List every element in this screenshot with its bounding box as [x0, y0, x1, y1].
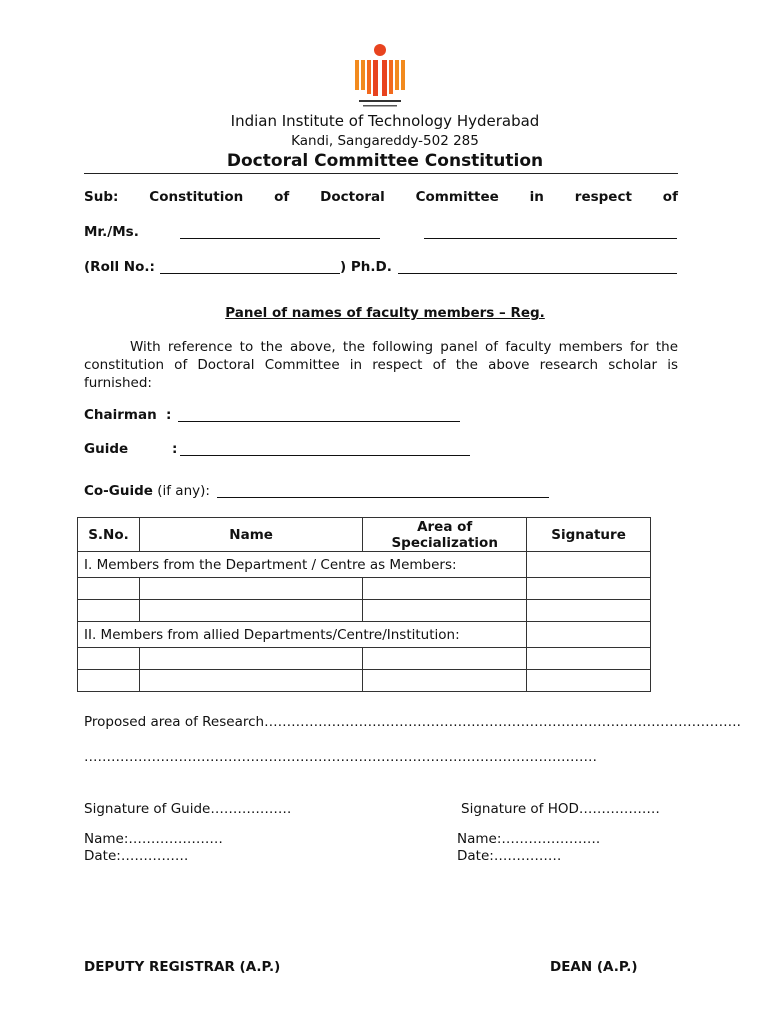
members-table	[77, 517, 651, 692]
table-cell[interactable]	[139, 600, 362, 622]
section-department-members: I. Members from the Department / Centre as Members:	[78, 552, 527, 578]
subject-word: of	[662, 189, 678, 205]
guide-colon: :	[172, 441, 178, 457]
roll-no-label: (Roll No.:	[84, 259, 155, 275]
guide-date: Date:……………	[84, 848, 189, 864]
research-area-label: Proposed area of Research…………………………………………………………………………………………….	[84, 714, 741, 730]
document-title: Doctoral Committee Constitution	[226, 151, 544, 171]
table-row	[78, 670, 651, 692]
deputy-registrar-label: DEPUTY REGISTRAR (A.P.)	[84, 959, 281, 975]
chairman-label: Chairman	[84, 407, 157, 423]
institute-address: Kandi, Sangareddy-502 285	[291, 133, 479, 149]
guide-signature: Signature of Guide………………	[84, 801, 292, 817]
subject-word: of	[274, 189, 290, 205]
hod-signature: Signature of HOD………………	[461, 801, 660, 817]
panel-title: Panel of names of faculty members – Reg.	[225, 305, 545, 321]
subject-word: in	[529, 189, 544, 205]
guide-label: Guide	[84, 441, 129, 457]
hod-date: Date:……………	[457, 848, 562, 864]
guide-name: Name:…………………	[84, 831, 223, 847]
table-row	[78, 578, 651, 600]
table-cell[interactable]	[139, 648, 362, 670]
coguide-line	[84, 483, 210, 499]
scholar-name-blank-2[interactable]	[424, 226, 677, 239]
roll-no-blank[interactable]	[160, 261, 340, 274]
title-divider	[84, 173, 678, 174]
phd-department-blank[interactable]	[398, 261, 677, 274]
subject-line	[84, 189, 678, 205]
coguide-blank[interactable]	[217, 485, 549, 498]
table-cell[interactable]	[363, 600, 527, 622]
coguide-note: (if any):	[157, 483, 210, 499]
header-area: Area of Specialization	[363, 518, 527, 552]
header-sno: S.No.	[78, 518, 140, 552]
dean-label: DEAN (A.P.)	[550, 959, 638, 975]
coguide-label: Co-Guide	[84, 483, 153, 499]
hod-name: Name:………………….	[457, 831, 601, 847]
header-signature: Signature	[527, 518, 651, 552]
subject-word: Sub:	[84, 189, 119, 205]
table-cell[interactable]	[78, 670, 140, 692]
table-cell[interactable]	[527, 552, 651, 578]
table-cell[interactable]	[363, 578, 527, 600]
subject-word: Committee	[415, 189, 499, 205]
chairman-blank[interactable]	[178, 409, 460, 422]
table-cell[interactable]	[527, 600, 651, 622]
subject-word: Doctoral	[320, 189, 385, 205]
research-area-continuation: ……………………………………………………………………………………………………	[84, 749, 597, 765]
guide-blank[interactable]	[180, 443, 470, 456]
header-name: Name	[139, 518, 362, 552]
scholar-name-blank[interactable]	[180, 226, 380, 239]
table-row	[78, 600, 651, 622]
subject-word: Constitution	[149, 189, 244, 205]
table-cell[interactable]	[78, 648, 140, 670]
table-cell[interactable]	[527, 578, 651, 600]
mr-ms-label: Mr./Ms.	[84, 224, 139, 240]
table-cell[interactable]	[78, 578, 140, 600]
table-cell[interactable]	[527, 648, 651, 670]
table-cell[interactable]	[527, 622, 651, 648]
intro-paragraph: With reference to the above, the following panel of faculty members for the constitution of Doctoral Committee in respect of the above research scholar is furnished:	[84, 339, 678, 391]
phd-label: ) Ph.D.	[340, 259, 392, 275]
table-cell[interactable]	[363, 670, 527, 692]
table-cell[interactable]	[527, 670, 651, 692]
chairman-colon: :	[166, 407, 172, 423]
table-cell[interactable]	[78, 600, 140, 622]
institute-name: Indian Institute of Technology Hyderabad	[230, 112, 540, 130]
section-allied-members: II. Members from allied Departments/Centre/Institution:	[78, 622, 527, 648]
table-row	[78, 648, 651, 670]
table-cell[interactable]	[363, 648, 527, 670]
table-cell[interactable]	[139, 578, 362, 600]
subject-word: respect	[574, 189, 632, 205]
table-cell[interactable]	[139, 670, 362, 692]
iith-logo	[345, 42, 415, 112]
